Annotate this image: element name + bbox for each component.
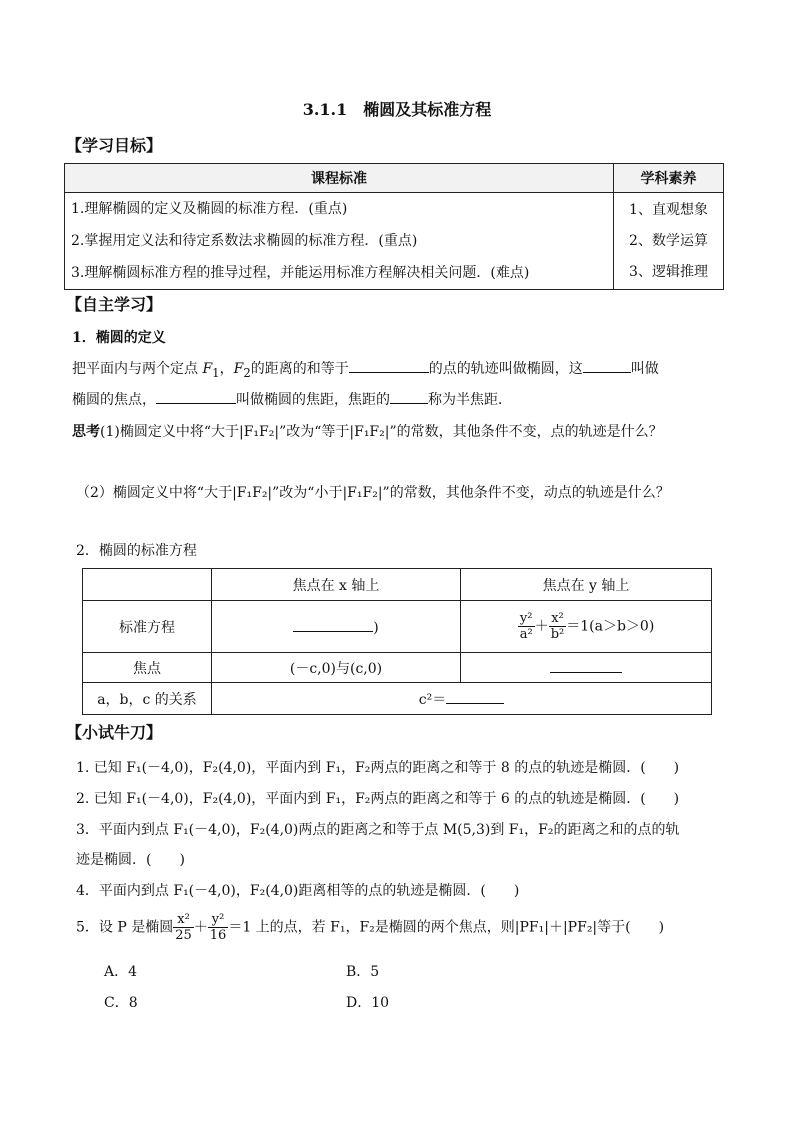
header-standards: 课程标准 bbox=[65, 164, 614, 193]
header-literacy: 学科素养 bbox=[614, 164, 724, 193]
blank-x-equation bbox=[293, 617, 373, 632]
y-eq-cell: $\frac{\text{y²}}{\text{a²}}$ ＋ $\frac{\text{x²}}{\text{b²}}$ ＝1(a＞b＞0) bbox=[461, 601, 712, 653]
fraction-x2-25: $\frac{\text{x²}}{25}$ bbox=[175, 912, 192, 943]
relation-cell: c²＝ bbox=[212, 683, 712, 715]
col-x-axis: 焦点在 x 轴上 bbox=[212, 569, 461, 601]
option-c: C．8 bbox=[104, 995, 138, 1011]
standard-eq-heading: 2．椭圆的标准方程 bbox=[76, 543, 197, 559]
practice-item-3-cont: 迹是椭圆．( ) bbox=[76, 852, 185, 868]
focus-x-cell: (－c,0)与(c,0) bbox=[212, 653, 461, 683]
standard-item: 1.理解椭圆的定义及椭圆的标准方程．(重点) bbox=[71, 201, 348, 217]
standard-item: 3.理解椭圆标准方程的推导过程，并能运用标准方程解决相关问题．(难点) bbox=[71, 265, 530, 281]
option-a: A．4 bbox=[104, 964, 138, 980]
blank-foci bbox=[583, 358, 631, 373]
page-title: 3.1.1 椭圆及其标准方程 bbox=[302, 100, 492, 119]
x-eq-cell: ) bbox=[212, 601, 461, 653]
section-practice: 【小试牛刀】 bbox=[66, 723, 163, 742]
row-focus: 焦点 bbox=[83, 653, 212, 683]
definition-line-1: 把平面内与两个定点 $F_1$，$F_2$的距离的和等于 的点的轨迹叫做椭圆，这 叫做 bbox=[72, 358, 659, 380]
definition-heading: 1．椭圆的定义 bbox=[72, 330, 166, 346]
fraction-y2-16: $\frac{\text{y²}}{16}$ bbox=[209, 912, 227, 943]
practice-item-1: 1. 已知 F₁(－4,0)，F₂(4,0)，平面内到 F₁，F₂两点的距离之和等于 8 的点的轨迹是椭圆．( ) bbox=[76, 760, 680, 776]
objectives-table bbox=[64, 163, 724, 290]
fraction-y2-a2: $\frac{\text{y²}}{\text{a²}}$ bbox=[519, 611, 533, 642]
focus-y-cell bbox=[461, 653, 712, 683]
definition-line-2: 椭圆的焦点， 叫做椭圆的焦距，焦距的 称为半焦距． bbox=[72, 389, 512, 409]
think-q1: 思考(1)椭圆定义中将“大于|F₁F₂|”改为“等于|F₁F₂|”的常数，其他条件不变，点的轨迹是什么？ bbox=[72, 424, 663, 440]
literacy-item: 2、数学运算 bbox=[629, 232, 708, 249]
row-standard-eq: 标准方程 bbox=[83, 601, 212, 653]
blank-relation bbox=[446, 689, 504, 704]
practice-item-4: 4．平面内到点 F₁(－4,0)，F₂(4,0)距离相等的点的轨迹是椭圆．( ) bbox=[76, 883, 520, 899]
standard-equation-table bbox=[82, 568, 712, 715]
section-objectives: 【学习目标】 bbox=[66, 136, 163, 155]
blank-focus-y bbox=[550, 658, 622, 673]
think-q2: （2）椭圆定义中将“大于|F₁F₂|”改为“小于|F₁F₂|”的常数，其他条件不变，动点的轨迹是什么？ bbox=[76, 485, 670, 501]
col-y-axis: 焦点在 y 轴上 bbox=[461, 569, 712, 601]
literacy-item: 3、逻辑推理 bbox=[629, 263, 708, 280]
literacy-item: 1、直观想象 bbox=[629, 201, 708, 218]
section-self-study: 【自主学习】 bbox=[66, 295, 163, 314]
option-d: D．10 bbox=[346, 995, 390, 1011]
blank-half bbox=[390, 389, 428, 404]
standards-cell bbox=[65, 193, 614, 290]
literacy-cell bbox=[614, 193, 724, 290]
practice-item-2: 2. 已知 F₁(－4,0)，F₂(4,0)，平面内到 F₁，F₂两点的距离之和等于 6 的点的轨迹是椭圆．( ) bbox=[76, 791, 680, 807]
row-relation: a，b，c 的关系 bbox=[83, 683, 212, 715]
blank-sum bbox=[349, 358, 429, 373]
corner-cell bbox=[83, 569, 212, 601]
blank-focal-distance bbox=[156, 389, 236, 404]
option-b: B．5 bbox=[346, 964, 380, 980]
practice-item-5: 5．设 P 是椭圆 $\frac{\text{x²}}{25}$ ＋ $\frac{\text{y²}}{16}$ ＝1 上的点，若 F₁，F₂是椭圆的两个焦点，则|PF₁|＋|PF₂|等于( ) bbox=[76, 912, 665, 943]
standard-item: 2.掌握用定义法和待定系数法求椭圆的标准方程．(重点) bbox=[71, 233, 418, 249]
practice-item-3: 3．平面内到点 F₁(－4,0)，F₂(4,0)两点的距离之和等于点 M(5,3)到 F₁，F₂的距离之和的点的轨 bbox=[76, 822, 680, 838]
fraction-x2-b2: $\frac{\text{x²}}{\text{b²}}$ bbox=[550, 611, 565, 642]
